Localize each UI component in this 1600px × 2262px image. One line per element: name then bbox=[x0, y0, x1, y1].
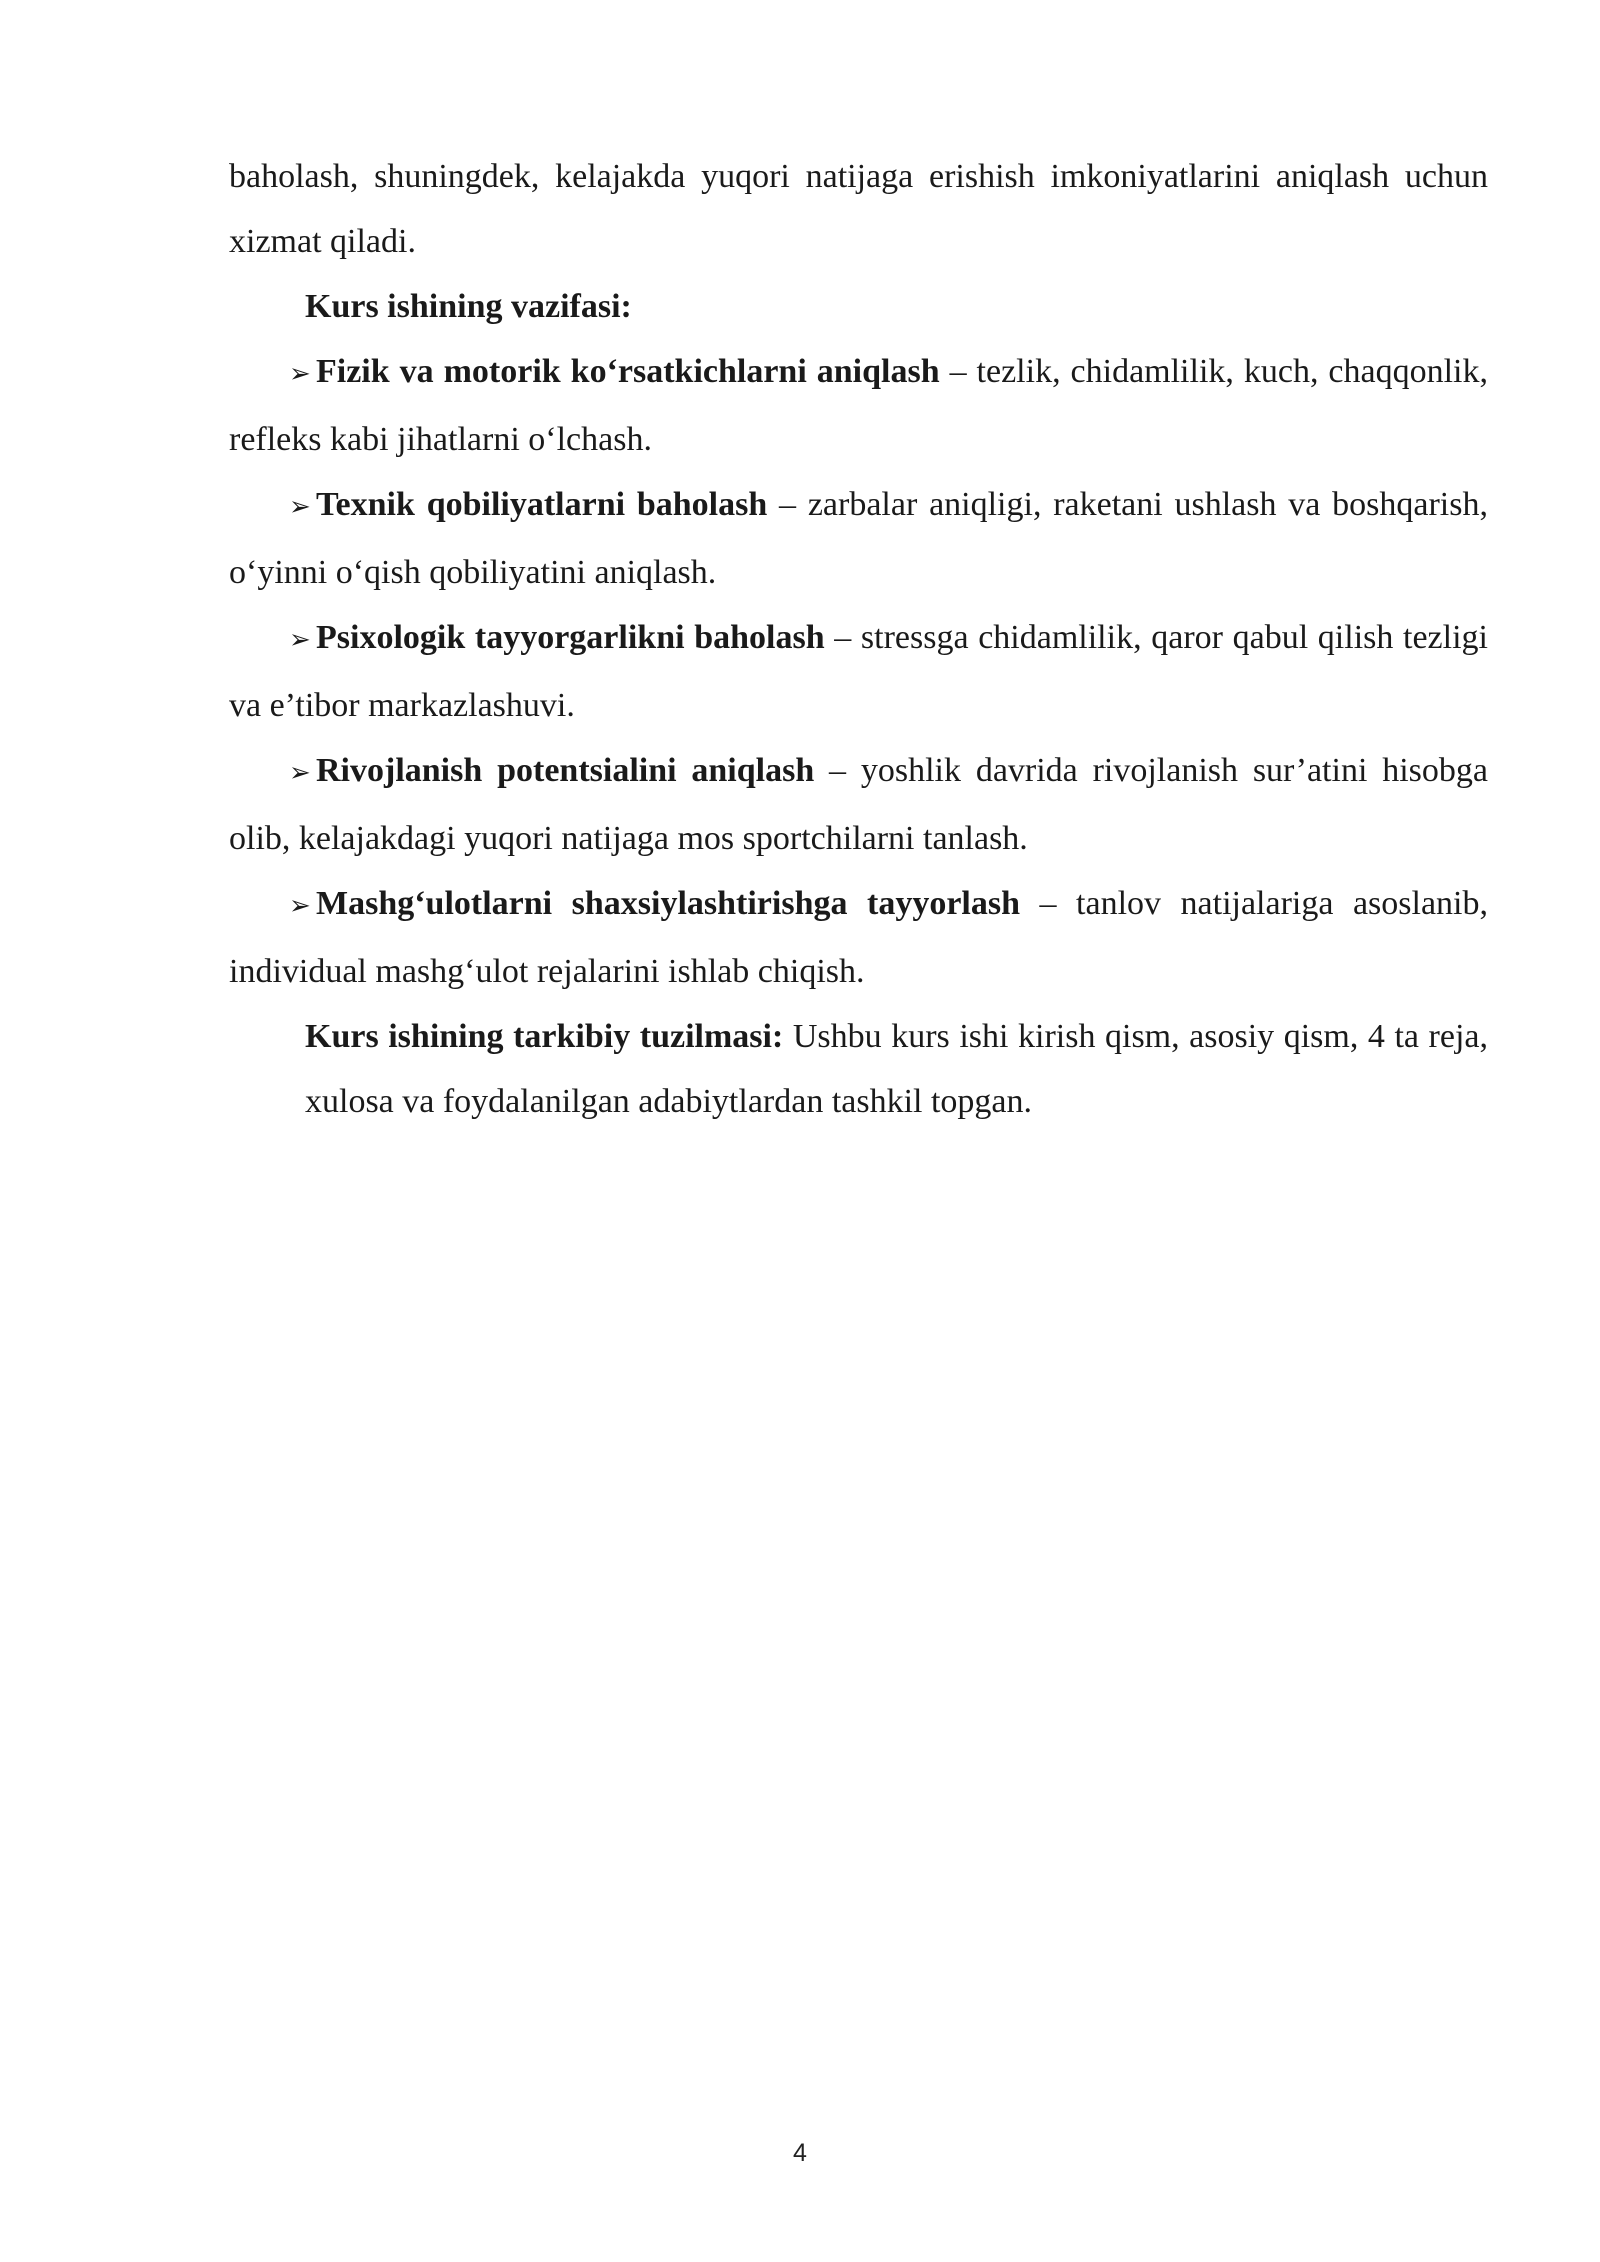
task-description: – zarbalar aniqligi, raketani ushlash va boshqarish, o‘yinni o‘qish qobiliyatini aniqlash. bbox=[229, 486, 1488, 591]
tasks-heading bbox=[229, 274, 1488, 339]
task-item bbox=[229, 871, 1488, 1004]
document-body bbox=[229, 144, 1488, 1134]
arrow-bullet-icon: ➢ bbox=[289, 492, 311, 522]
task-title: Fizik va motorik ko‘rsatkichlarni aniqlash bbox=[316, 353, 940, 390]
task-item bbox=[229, 605, 1488, 738]
tasks-heading-text: Kurs ishining vazifasi: bbox=[305, 288, 632, 325]
task-title: Psixologik tayyorgarlikni baholash bbox=[316, 619, 825, 656]
intro-paragraph: baholash, shuningdek, kelajakda yuqori natijaga erishish imkoniyatlarini aniqlash uchun xizmat qiladi. bbox=[229, 158, 1488, 260]
structure-heading: Kurs ishining tarkibiy tuzilmasi: bbox=[305, 1018, 784, 1055]
task-title: Mashg‘ulotlarni shaxsiylashtirishga tayyorlash bbox=[316, 885, 1021, 922]
arrow-bullet-icon: ➢ bbox=[289, 625, 311, 655]
task-description: – tanlov natijalariga asoslanib, individual mashg‘ulot rejalarini ishlab chiqish. bbox=[229, 885, 1489, 990]
arrow-bullet-icon: ➢ bbox=[289, 359, 311, 389]
structure-text: Ushbu kurs ishi kirish qism, asosiy qism, 4 ta reja, xulosa va foydalanilgan adabiytlardan tashkil topgan. bbox=[305, 1018, 1488, 1120]
task-item bbox=[229, 339, 1488, 472]
task-title: Rivojlanish potentsialini aniqlash bbox=[316, 752, 815, 789]
page-number: 4 bbox=[793, 2139, 807, 2167]
structure-paragraph bbox=[229, 1004, 1488, 1134]
task-description: – tezlik, chidamlilik, kuch, chaqqonlik, refleks kabi jihatlarni o‘lchash. bbox=[229, 353, 1488, 458]
arrow-bullet-icon: ➢ bbox=[289, 891, 311, 921]
task-item bbox=[229, 738, 1488, 871]
task-description: – stressga chidamlilik, qaror qabul qilish tezligi va e’tibor markazlashuvi. bbox=[229, 619, 1488, 724]
arrow-bullet-icon: ➢ bbox=[289, 758, 311, 788]
task-item bbox=[229, 472, 1488, 605]
task-title: Texnik qobiliyatlarni baholash bbox=[316, 486, 768, 523]
task-description: – yoshlik davrida rivojlanish sur’atini hisobga olib, kelajakdagi yuqori natijaga mos sportchilarni tanlash. bbox=[229, 752, 1488, 857]
